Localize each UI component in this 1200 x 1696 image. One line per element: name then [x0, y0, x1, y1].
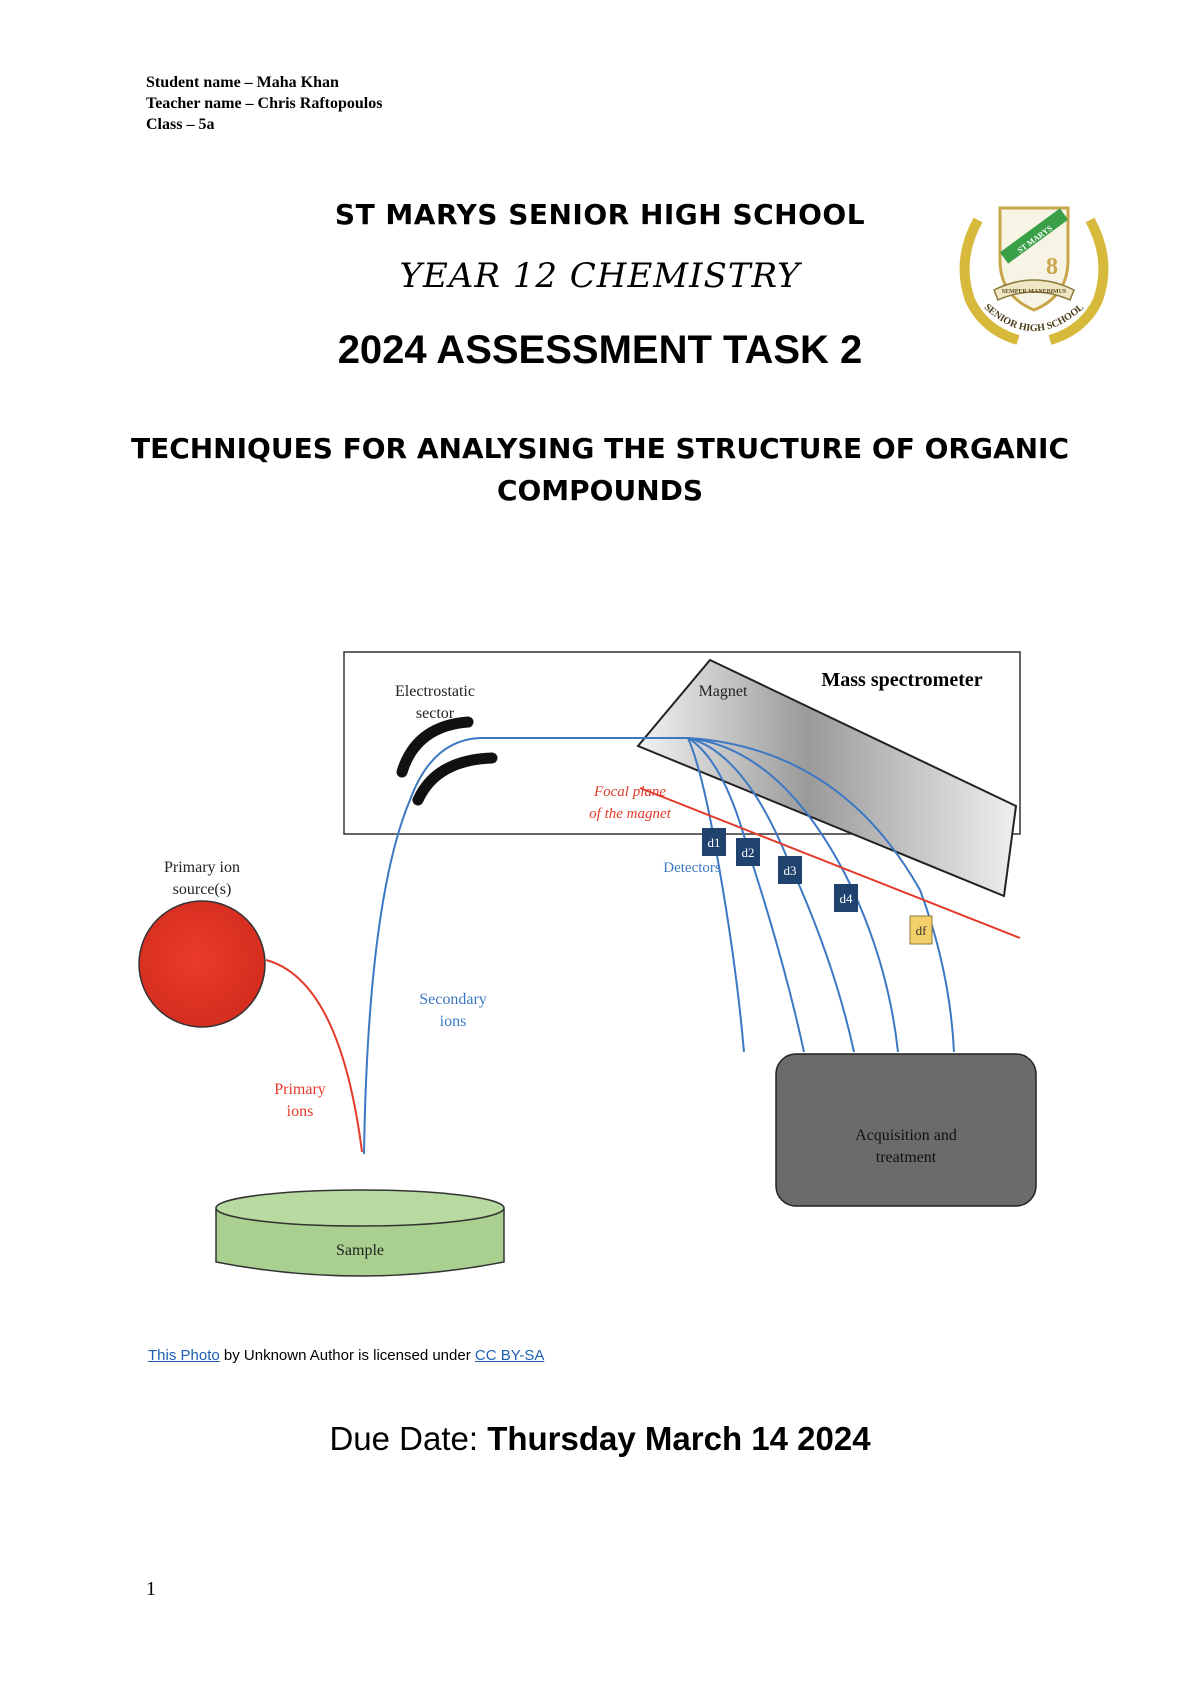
detector-d3 — [778, 856, 802, 884]
detector-d4-label: d4 — [839, 891, 853, 906]
teacher-name: Teacher name – Chris Raftopoulos — [146, 95, 383, 112]
primary-source-label-1: Primary ion — [164, 859, 240, 876]
student-info-block — [146, 72, 382, 135]
detector-d2-label: d2 — [741, 845, 755, 860]
license-link[interactable]: CC BY-SA — [474, 1347, 545, 1364]
electrostatic-label-2: sector — [415, 705, 455, 722]
due-date-label: Due Date: — [329, 1420, 479, 1457]
primary-ion-beam — [266, 960, 362, 1152]
photo-attribution — [148, 1347, 544, 1364]
crest-numeral: 8 — [1046, 254, 1058, 280]
topic-title: TECHNIQUES FOR ANALYSING THE STRUCTURE OF ORGANIC COMPOUNDS — [130, 432, 1070, 507]
school-name: ST MARYS SENIOR HIGH SCHOOL — [334, 198, 866, 231]
detector-d1 — [702, 828, 726, 856]
detector-d3-label: d3 — [783, 863, 797, 878]
detector-df — [910, 916, 932, 944]
diagram-title: Mass spectrometer — [821, 669, 983, 691]
focal-plane-label-1: Focal plane — [593, 784, 667, 800]
detectors-label: Detectors — [663, 860, 721, 876]
primary-ions-label-1: Primary — [274, 1081, 326, 1098]
subject-title: YEAR 12 CHEMISTRY — [399, 256, 801, 296]
secondary-ions-label-2: ions — [439, 1013, 467, 1030]
photo-link[interactable]: This Photo — [148, 1347, 220, 1364]
magnet-label: Magnet — [698, 683, 748, 700]
crest-motto: SENIOR HIGH SCHOOL — [981, 301, 1087, 335]
acquisition-label-1: Acquisition and — [855, 1127, 957, 1144]
acquisition-label-2: treatment — [875, 1149, 937, 1166]
detector-d4 — [834, 884, 858, 912]
school-crest-logo — [948, 200, 1120, 360]
primary-ions-label-2: ions — [286, 1103, 314, 1120]
detector-d1-label: d1 — [707, 835, 721, 850]
primary-ion-source — [139, 901, 265, 1027]
sample-dish — [216, 1190, 504, 1276]
page-number: 1 — [146, 1578, 156, 1600]
due-date-value: Thursday March 14 2024 — [487, 1420, 871, 1457]
focal-plane-label-2: of the magnet — [589, 806, 671, 822]
detector-df-label: df — [915, 923, 927, 938]
student-name: Student name – Maha Khan — [146, 74, 339, 91]
crest-ribbon-text: SEMPER MANEBIMUS — [1001, 289, 1067, 295]
crest-banner-text: ST MARYS — [1015, 223, 1054, 255]
detector-d2 — [736, 838, 760, 866]
attribution-text: by Unknown Author is licensed under — [219, 1347, 475, 1364]
sample-label: Sample — [336, 1242, 384, 1259]
class-name: Class – 5a — [146, 116, 215, 133]
secondary-ions-label-1: Secondary — [419, 991, 487, 1008]
primary-source-label-2: source(s) — [172, 881, 232, 898]
electrostatic-label-1: Electrostatic — [395, 683, 475, 700]
due-date — [0, 1420, 1200, 1458]
mass-spectrometer-diagram — [120, 640, 1060, 1330]
task-title: 2024 ASSESSMENT TASK 2 — [337, 328, 863, 372]
